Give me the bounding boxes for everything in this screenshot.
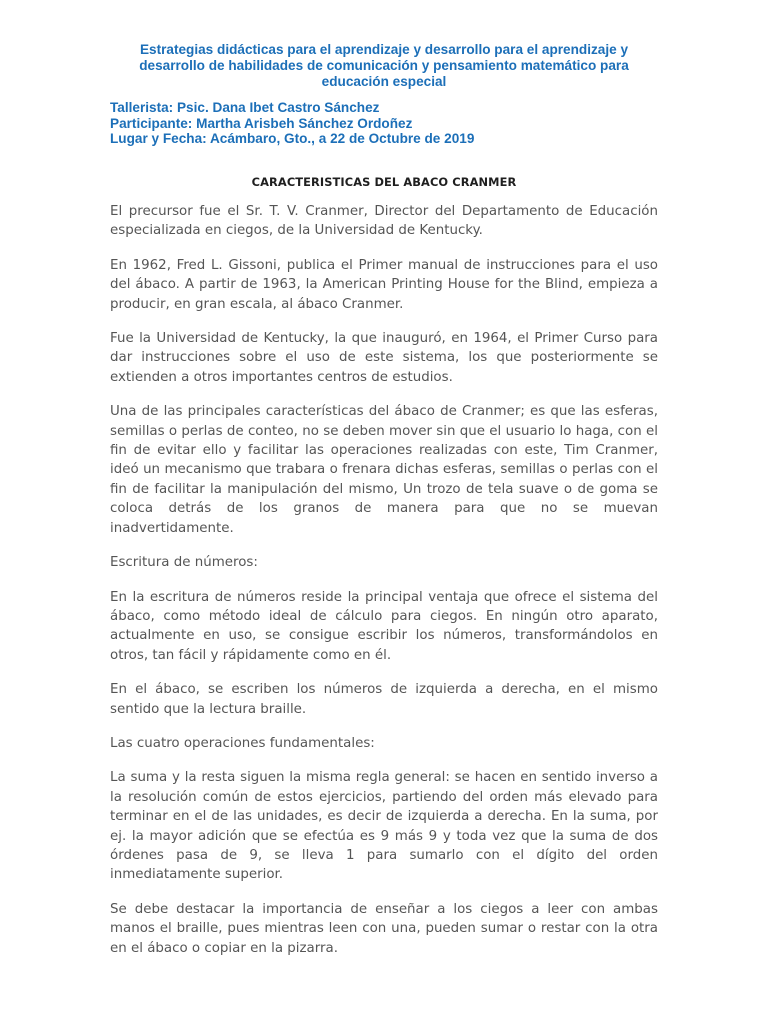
paragraph-manual-1962: En 1962, Fred L. Gissoni, publica el Primer manual de instrucciones para el uso del ábaco. A partir de 1963, la American Printing House for the Blind, empieza a producir, en gran escala, al ábaco Cranmer. <box>110 257 658 312</box>
paragraph-curso-1964: Fue la Universidad de Kentucky, la que inauguró, en 1964, el Primer Curso para dar instrucciones sobre el uso de este sistema, los que posteriormente se extienden a otros importantes centros de estudios. <box>110 331 658 385</box>
document-metadata <box>110 100 670 147</box>
subheading-cuatro-operaciones: Las cuatro operaciones fundamentales: <box>110 735 375 751</box>
title-line-1: Estrategias didácticas para el aprendizaje y desarrollo para el aprendizaje y <box>139 42 629 57</box>
title-line-3: educación especial <box>321 74 447 89</box>
document-title <box>110 42 658 90</box>
paragraph-ambas-manos: Se debe destacar la importancia de enseñar a los ciegos a leer con ambas manos el braille, pues mientras leen con una, pueden sumar o restar con la otra en el ábaco o copiar en la pizarra. <box>110 901 658 956</box>
lugar-fecha-line: Lugar y Fecha: Acámbaro, Gto., a 22 de Octubre de 2019 <box>110 131 475 146</box>
paragraph-escritura-ventaja: En la escritura de números reside la principal ventaja que ofrece el sistema del ábaco, como método ideal de cálculo para ciegos. En ningún otro aparato, actualmente en uso, se consigue escribir los números, transformándolos en otros, tan fácil y rápidamente como en él. <box>110 589 658 663</box>
section-heading: CARACTERISTICAS DEL ABACO CRANMER <box>251 175 517 189</box>
paragraph-suma-resta: La suma y la resta siguen la misma regla general: se hacen en sentido inverso a la resolución común de estos ejercicios, partiendo del orden más elevado para terminar en el de las unidades, es decir de izquierda a derecha. En la suma, por ej. la mayor adición que se efectúa es 9 más 9 y toda vez que la suma de dos órdenes pasa de 9, se lleva 1 para sumarlo con el dígito del orden inmediatamente superior. <box>110 770 658 883</box>
participante-line: Participante: Martha Arisbeh Sánchez Ordoñez <box>110 115 413 131</box>
paragraph-caracteristicas: Una de las principales características del ábaco de Cranmer; es que las esferas, semillas o perlas de conteo, no se deben mover sin que el usuario lo haga, con el fin de evitar ello y facilitar las operaciones realizadas con este, Tim Cranmer, ideó un mecanismo que trabara o frenara dichas esferas, semillas o perlas con el fin de facilitar la manipulación del mismo, Un trozo de tela suave o de goma se coloca detrás de los granos de manera para que no se muevan inadvertidamente. <box>110 404 658 536</box>
title-line-2: desarrollo de habilidades de comunicación y pensamiento matemático para <box>139 58 629 73</box>
tallerista-line: Tallerista: Psic. Dana Ibet Castro Sánchez <box>110 100 380 115</box>
paragraph-precursor: El precursor fue el Sr. T. V. Cranmer, Director del Departamento de Educación especializada en ciegos, de la Universidad de Kentucky. <box>110 204 658 239</box>
paragraph-izquierda-derecha: En el ábaco, se escriben los números de izquierda a derecha, en el mismo sentido que la lectura braille. <box>110 682 658 717</box>
document-body <box>110 202 658 973</box>
subheading-escritura-numeros: Escritura de números: <box>110 555 258 571</box>
